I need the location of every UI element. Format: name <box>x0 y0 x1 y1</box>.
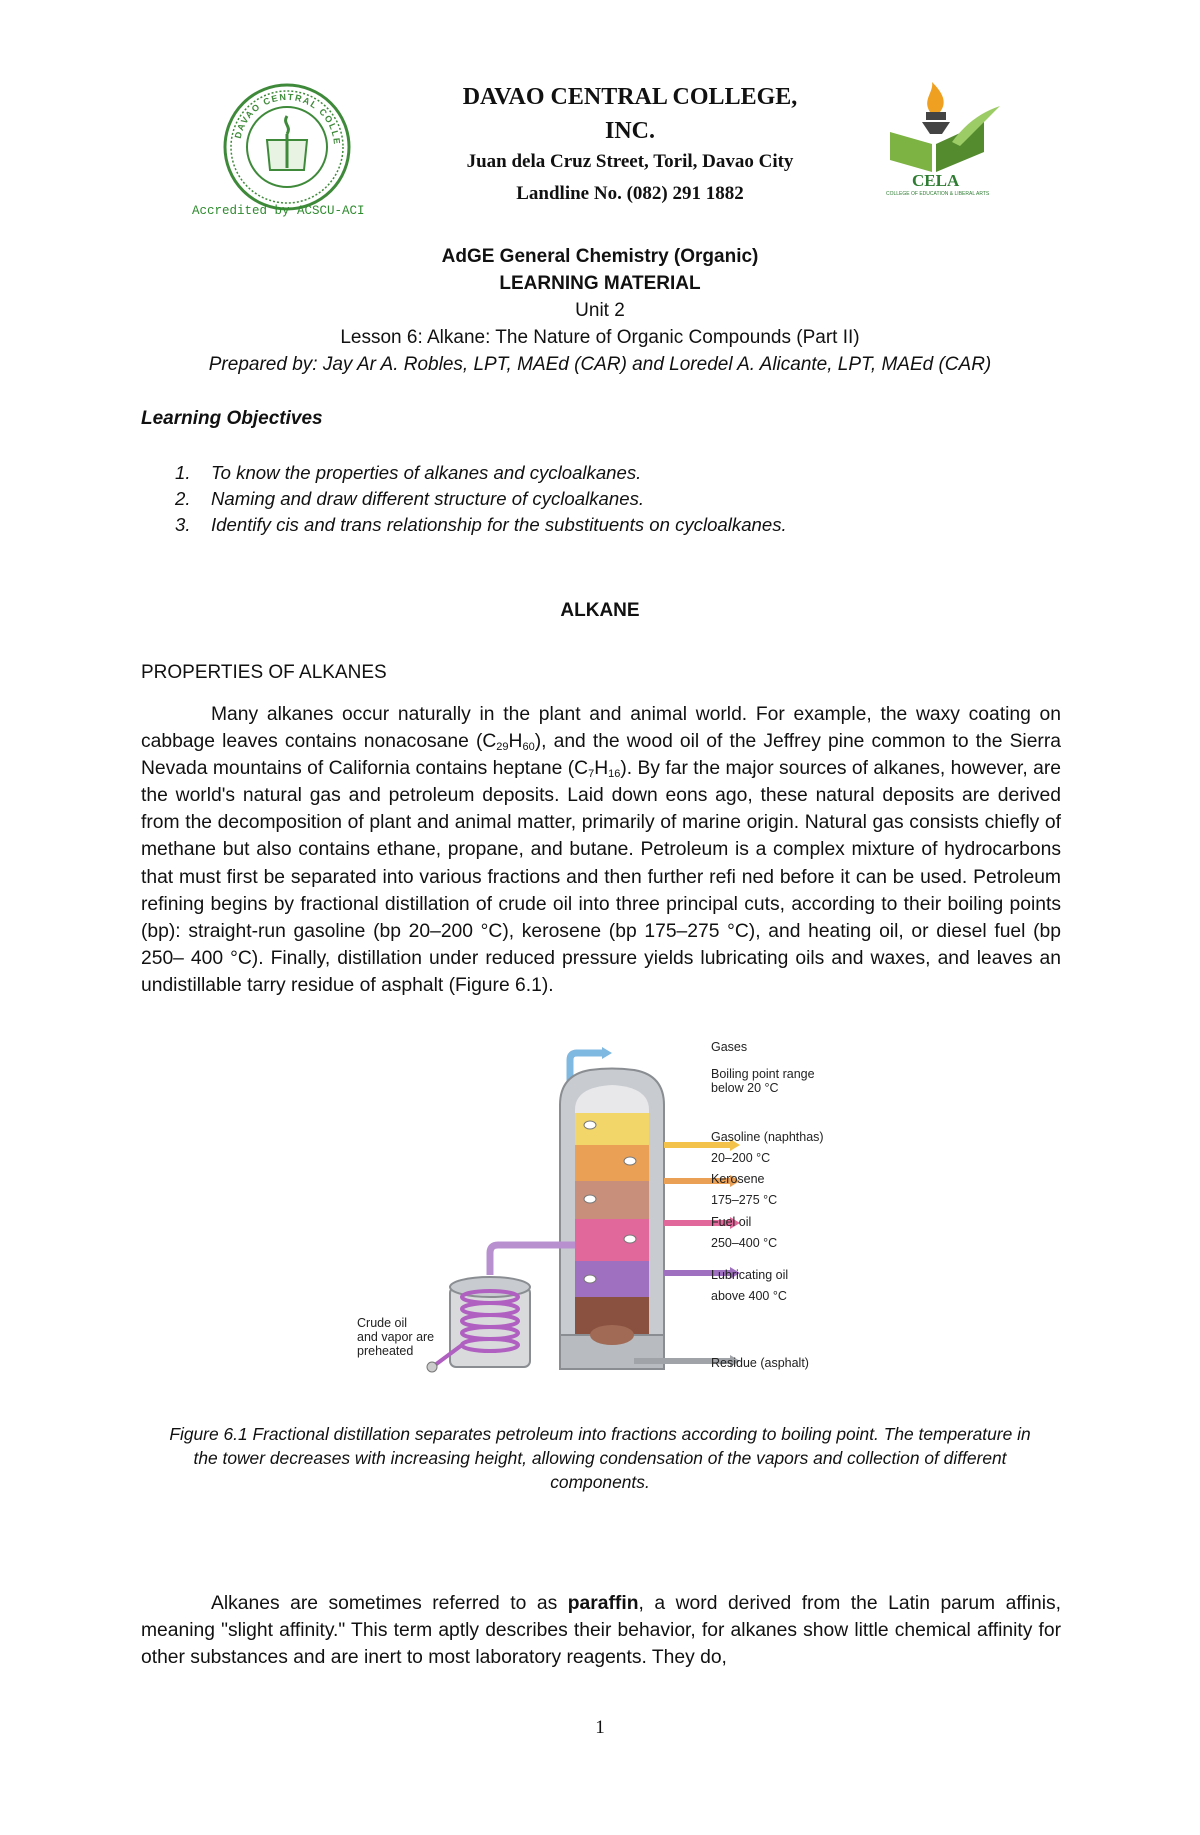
label-kerosene: Kerosene <box>711 1172 765 1186</box>
label-residue: Residue (asphalt) <box>711 1356 809 1370</box>
paragraph-properties: Many alkanes occur naturally in the plant and animal world. For example, the waxy coating on cabbage leaves contains nonacosane $(C_{29}H_{60})$, and the wood oil of the Jeffrey pine common to the Sierra Nevada mountains of California contains heptane $(C_7H_{16})$. By far the major sources of alkanes, however, are the world's natural gas and petroleum deposits. Laid down eons ago, these natural deposits are derived from the decomposition of plant and animal matter, primarily of marine origin. Natural gas consists chiefly of methane but also contains ethane, propane, and butane. Petroleum is a complex mixture of hydrocarbons that must first be separated into various fractions and then further refi ned before it can be used. Petroleum refining begins by fractional distillation of crude oil into three principal cuts, according to their boiling points (bp): straight-run gasoline (bp 20–200 °C), kerosene (bp 175–275 °C), and heating oil, or diesel fuel (bp 250– 400 °C). Finally, distillation under reduced pressure yields lubricating oils and waxes, and leaves an undistillable tarry residue of asphalt (Figure 6.1). <box>141 704 1061 996</box>
label-kerosene-range: 175–275 °C <box>711 1193 778 1207</box>
label-fuel: Fuel oil <box>711 1215 752 1229</box>
unit-label: Unit 2 <box>575 300 625 321</box>
accreditation-text: Accredited by ACSCU-ACI <box>192 204 365 218</box>
objective-item: 1. To know the properties of alkanes and cycloalkanes. <box>175 462 642 483</box>
college-name-line2: INC. <box>604 118 655 144</box>
college-name-line1: DAVAO CENTRAL COLLEGE, <box>462 84 798 110</box>
page-number: 1 <box>595 1717 605 1738</box>
svg-text:COLLEGE OF EDUCATION & LIBERAL: COLLEGE OF EDUCATION & LIBERAL ARTS <box>886 191 990 197</box>
prepared-by: Prepared by: Jay Ar A. Robles, LPT, MAEd (CAR) and Loredel A. Alicante, LPT, MAEd (CAR) <box>208 354 992 375</box>
college-name <box>380 80 880 148</box>
label-lube-range: above 400 °C <box>711 1289 787 1303</box>
section-subheading: PROPERTIES OF ALKANES <box>141 662 387 683</box>
objective-item: 2. Naming and draw different structure of cycloalkanes. <box>175 488 645 509</box>
svg-text:CELA: CELA <box>912 171 960 190</box>
material-title: LEARNING MATERIAL <box>499 273 701 294</box>
paragraph-paraffin: Alkanes are sometimes referred to as paraffin, a word derived from the Latin parum affinis, meaning "slight affinity." This term aptly describes their behavior, for alkanes show little chemical affinity for other substances and are inert to most laboratory reagents. They do, <box>141 1593 1062 1669</box>
figure-caption: Figure 6.1 Fractional distillation separates petroleum into fractions according to boiling point. The temperature in the tower decreases with increasing height, allowing condensation of the vapors and collection of different components. <box>169 1424 1031 1492</box>
label-crude1: Crude oil <box>357 1316 408 1330</box>
college-address: Juan dela Cruz Street, Toril, Davao City <box>466 151 794 172</box>
objectives-heading: Learning Objectives <box>141 408 323 429</box>
term-paraffin: paraffin <box>567 1593 639 1614</box>
lesson-title: Lesson 6: Alkane: The Nature of Organic Compounds (Part II) <box>340 327 860 348</box>
college-landline: Landline No. (082) 291 1882 <box>516 183 744 204</box>
label-gases-range1: Boiling point range <box>711 1067 815 1081</box>
objective-item: 3. Identify cis and trans relationship for the substituents on cycloalkanes. <box>175 514 787 535</box>
label-crude2: and vapor are <box>357 1330 435 1344</box>
label-gases: Gases <box>711 1040 748 1054</box>
label-lube: Lubricating oil <box>711 1268 789 1282</box>
label-gasoline: Gasoline (naphthas) <box>711 1130 824 1144</box>
cela-logo <box>882 82 1002 197</box>
label-gases-range2: below 20 °C <box>711 1081 779 1095</box>
label-gasoline-range: 20–200 °C <box>711 1151 771 1165</box>
label-fuel-range: 250–400 °C <box>711 1236 778 1250</box>
course-title: AdGE General Chemistry (Organic) <box>441 246 759 267</box>
svg-text:DAVAO CENTRAL COLLEGE: DAVAO CENTRAL COLLE <box>232 91 343 146</box>
college-seal <box>222 82 352 212</box>
label-crude3: preheated <box>357 1344 414 1358</box>
section-heading: ALKANE <box>560 600 640 621</box>
